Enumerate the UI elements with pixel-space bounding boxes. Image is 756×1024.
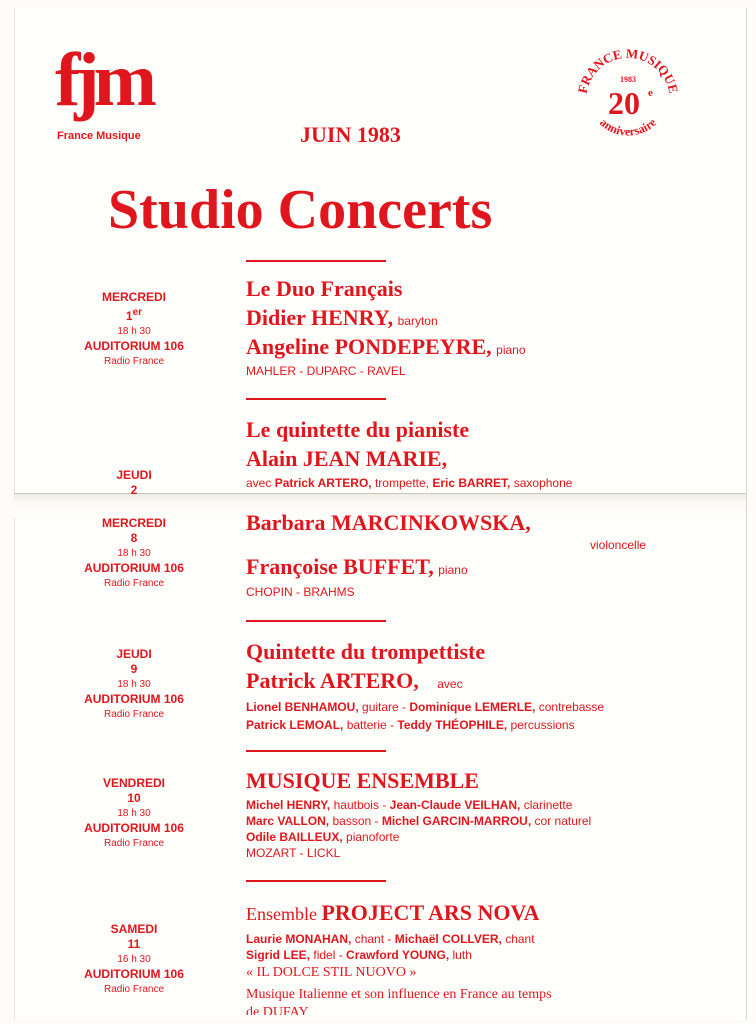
france-musique-logo bbox=[55, 38, 165, 142]
concert-date-block bbox=[44, 922, 224, 997]
separator-rule bbox=[246, 620, 386, 622]
concert-date-block bbox=[44, 468, 224, 498]
text-segment: avec bbox=[246, 476, 272, 490]
program: MOZART - LICKL bbox=[246, 846, 341, 860]
venue: AUDITORIUM 106 bbox=[84, 561, 184, 575]
ensemble-name: Le quintette du pianiste bbox=[246, 417, 470, 442]
performer-name: Angeline PONDEPEYRE, bbox=[246, 334, 492, 359]
separator-rule bbox=[246, 260, 386, 262]
instrument: piano bbox=[438, 563, 468, 577]
weekday: JEUDI bbox=[116, 468, 152, 482]
musician-name: Marc VALLON, bbox=[246, 814, 330, 828]
venue: AUDITORIUM 106 bbox=[84, 692, 184, 706]
musician-name: Patrick LEMOAL, bbox=[246, 718, 344, 732]
organizer: Radio France bbox=[103, 838, 165, 849]
instrument: trompette, bbox=[374, 476, 429, 490]
concert-time: 18 h 30 bbox=[117, 679, 151, 690]
organizer: Radio France bbox=[103, 709, 165, 720]
concert-date-block bbox=[44, 647, 224, 722]
separator-rule bbox=[246, 398, 386, 400]
instrument: luth bbox=[452, 948, 472, 962]
seal-number: 20 bbox=[608, 85, 640, 121]
musician-name: Michel HENRY, bbox=[246, 798, 331, 812]
ensemble-name: MUSIQUE ENSEMBLE bbox=[246, 768, 479, 793]
concert-date-block bbox=[44, 776, 224, 851]
musician-name: Michaël COLLVER, bbox=[394, 932, 502, 946]
instrument: percussions bbox=[510, 718, 575, 732]
weekday: JEUDI bbox=[116, 647, 152, 661]
musician-name: Lionel BENHAMOU, bbox=[246, 700, 359, 714]
logo-subtitle: France Musique bbox=[57, 130, 141, 142]
seal-top-text: FRANCE MUSIQUE bbox=[574, 45, 682, 95]
day-number: 2 bbox=[130, 483, 138, 497]
weekday: VENDREDI bbox=[102, 776, 165, 790]
weekday: SAMEDI bbox=[110, 922, 158, 936]
seal-year: 1983 bbox=[620, 75, 636, 84]
weekday: MERCREDI bbox=[101, 290, 166, 304]
ensemble-name: Le Duo Français bbox=[246, 276, 403, 301]
separator-rule bbox=[246, 750, 386, 752]
musician-name: Sigrid LEE, bbox=[246, 948, 311, 962]
instrument: chant bbox=[505, 932, 535, 946]
performer-name: Didier HENRY, bbox=[246, 305, 394, 330]
instrument: cor naturel bbox=[534, 814, 592, 828]
instrument: baryton bbox=[397, 314, 438, 328]
text-segment: avec bbox=[437, 677, 463, 691]
program: MAHLER - DUPARC - RAVEL bbox=[246, 364, 406, 378]
program-description-cut: de DUFAY bbox=[246, 1005, 309, 1015]
musician-name: Crawford YOUNG, bbox=[346, 948, 450, 962]
instrument: chant - bbox=[354, 932, 392, 946]
instrument: piano bbox=[496, 343, 526, 357]
venue: AUDITORIUM 106 bbox=[84, 339, 184, 353]
instrument: fidel - bbox=[313, 948, 343, 962]
day-number: 10 bbox=[127, 791, 141, 805]
ensemble-name: PROJECT ARS NOVA bbox=[321, 900, 540, 925]
day-number: 11 bbox=[127, 937, 141, 951]
instrument: batterie - bbox=[346, 718, 395, 732]
musician-name: Patrick ARTERO, bbox=[274, 476, 372, 490]
day-number: 9 bbox=[130, 662, 138, 676]
instrument: violoncelle bbox=[590, 538, 647, 552]
performer-name: Françoise BUFFET, bbox=[246, 554, 434, 579]
concert-time: 18 h 30 bbox=[117, 808, 151, 819]
seal-bottom-text: anniversaire bbox=[597, 115, 659, 139]
concert-time: 18 h 30 bbox=[117, 326, 151, 337]
program: CHOPIN - BRAHMS bbox=[246, 585, 355, 599]
musician-name: Odile BAILLEUX, bbox=[246, 830, 343, 844]
concert-time: 18 h 30 bbox=[117, 548, 151, 559]
concert-time: 16 h 30 bbox=[117, 954, 151, 965]
logo-mark: fjm bbox=[55, 38, 151, 122]
month-heading: JUIN 1983 bbox=[300, 122, 401, 147]
program-title: « IL DOLCE STIL NUOVO » bbox=[246, 965, 417, 980]
instrument: contrebasse bbox=[538, 700, 605, 714]
instrument: hautbois - bbox=[333, 798, 387, 812]
day-number: 8 bbox=[130, 531, 138, 545]
ensemble-name: Quintette du trompettiste bbox=[246, 639, 486, 664]
separator-rule bbox=[246, 880, 386, 882]
program-description: Musique Italienne et son influence en France au temps bbox=[246, 987, 552, 1002]
seal-sup: e bbox=[648, 87, 653, 99]
organizer: Radio France bbox=[103, 578, 165, 589]
weekday: MERCREDI bbox=[101, 516, 166, 530]
instrument: saxophone bbox=[513, 476, 573, 490]
venue: AUDITORIUM 106 bbox=[84, 821, 184, 835]
instrument: basson - bbox=[332, 814, 379, 828]
musician-name: Eric BARRET, bbox=[432, 476, 511, 490]
performer-name: Alain JEAN MARIE, bbox=[246, 446, 448, 471]
musician-name: Jean-Claude VEILHAN, bbox=[389, 798, 521, 812]
poster-title: Studio Concerts bbox=[108, 179, 493, 241]
performer-name: Patrick ARTERO, bbox=[246, 668, 419, 693]
musician-name: Teddy THÉOPHILE, bbox=[397, 718, 508, 732]
performer-name: Barbara MARCINKOWSKA, bbox=[246, 510, 531, 535]
day-number: 1 bbox=[125, 309, 133, 323]
venue: AUDITORIUM 106 bbox=[84, 967, 184, 981]
instrument: pianoforte bbox=[346, 830, 400, 844]
concert-date-block bbox=[44, 516, 224, 591]
instrument: guitare - bbox=[362, 700, 407, 714]
concert-date-block bbox=[44, 290, 224, 369]
musician-name: Dominique LEMERLE, bbox=[409, 700, 536, 714]
ensemble-prefix: Ensemble bbox=[246, 904, 317, 924]
organizer: Radio France bbox=[103, 984, 165, 995]
musician-name: Michel GARCIN-MARROU, bbox=[381, 814, 532, 828]
musician-name: Laurie MONAHAN, bbox=[246, 932, 352, 946]
day-suffix: er bbox=[132, 307, 143, 318]
organizer: Radio France bbox=[103, 356, 165, 367]
anniversary-seal bbox=[568, 38, 688, 158]
instrument: clarinette bbox=[523, 798, 573, 812]
